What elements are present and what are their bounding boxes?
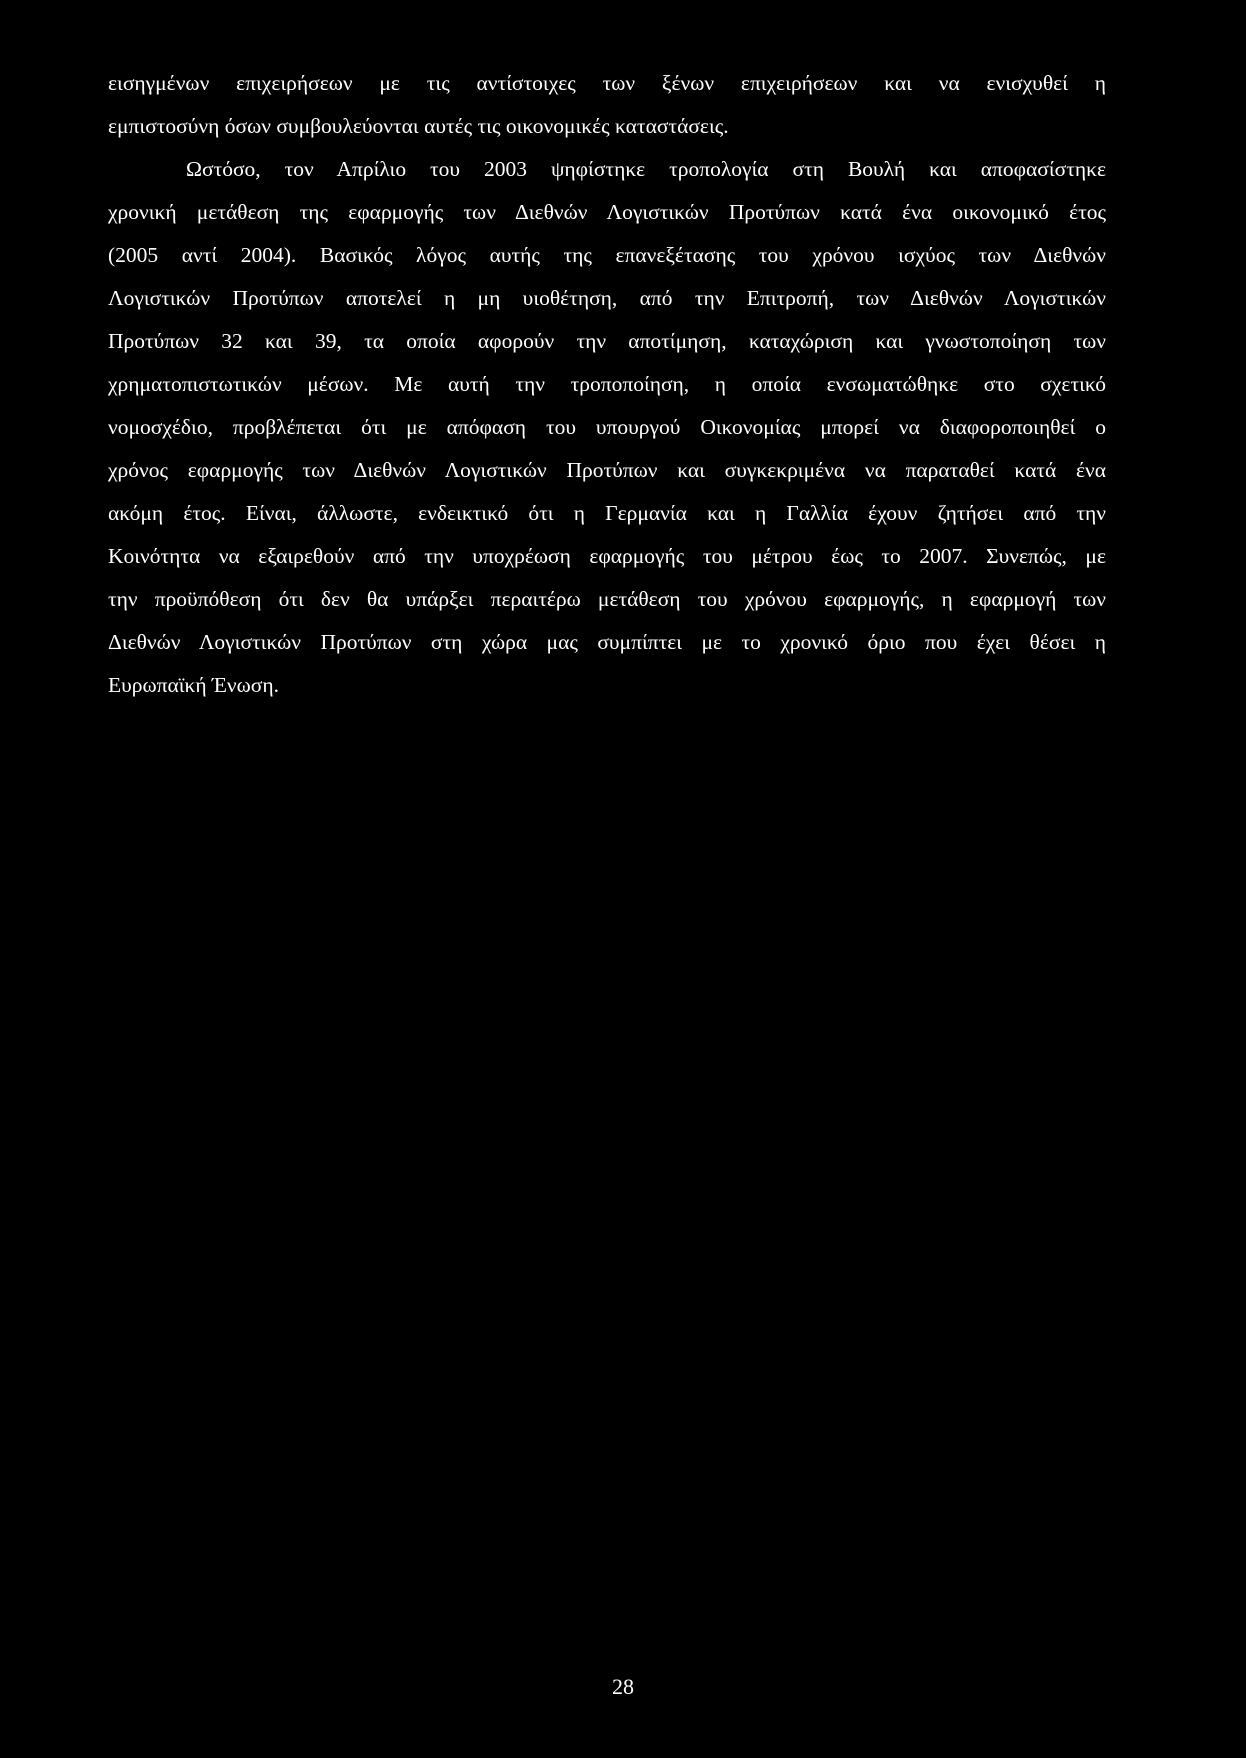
text-line: Ευρωπαϊκή Ένωση. (108, 673, 280, 697)
text-line: χρηματοπιστωτικών μέσων. Με αυτή την τροποποίηση, η οποία ενσωματώθηκε στο σχετικό (108, 372, 1106, 396)
text-line: Κοινότητα να εξαιρεθούν από την υποχρέωση εφαρμογής του μέτρου έως το 2007. Συνεπώς, με (108, 544, 1106, 568)
text-line: εισηγμένων επιχειρήσεων με τις αντίστοιχες των ξένων επιχειρήσεων και να ενισχυθεί η (108, 71, 1106, 95)
body-text (108, 62, 1106, 707)
text-line: (2005 αντί 2004). Βασικός λόγος αυτής της επανεξέτασης του χρόνου ισχύος των Διεθνών (108, 243, 1106, 267)
text-line: χρονική μετάθεση της εφαρμογής των Διεθνών Λογιστικών Προτύπων κατά ένα οικονομικό έτος (108, 200, 1106, 224)
text-line: Λογιστικών Προτύπων αποτελεί η μη υιοθέτηση, από την Επιτροπή, των Διεθνών Λογιστικών (108, 286, 1106, 310)
text-line: Προτύπων 32 και 39, τα οποία αφορούν την αποτίμηση, καταχώριση και γνωστοποίηση των (108, 329, 1106, 353)
text-line: Διεθνών Λογιστικών Προτύπων στη χώρα μας συμπίπτει με το χρονικό όριο που έχει θέσει η (108, 630, 1106, 654)
text-line: Ωστόσο, τον Απρίλιο του 2003 ψηφίστηκε τροπολογία στη Βουλή και αποφασίστηκε (186, 157, 1106, 181)
text-line: νομοσχέδιο, προβλέπεται ότι με απόφαση του υπουργού Οικονομίας μπορεί να διαφοροποιηθεί ο (108, 415, 1106, 439)
text-line: χρόνος εφαρμογής των Διεθνών Λογιστικών Προτύπων και συγκεκριμένα να παραταθεί κατά ένα (108, 458, 1106, 482)
page-number: 28 (612, 1674, 634, 1699)
text-line: εμπιστοσύνη όσων συμβουλεύονται αυτές τις οικονομικές καταστάσεις. (108, 114, 729, 138)
text-line: την προϋπόθεση ότι δεν θα υπάρξει περαιτέρω μετάθεση του χρόνου εφαρμογής, η εφαρμογή των (108, 587, 1106, 611)
text-line: ακόμη έτος. Είναι, άλλωστε, ενδεικτικό ότι η Γερμανία και η Γαλλία έχουν ζητήσει από την (108, 501, 1106, 525)
